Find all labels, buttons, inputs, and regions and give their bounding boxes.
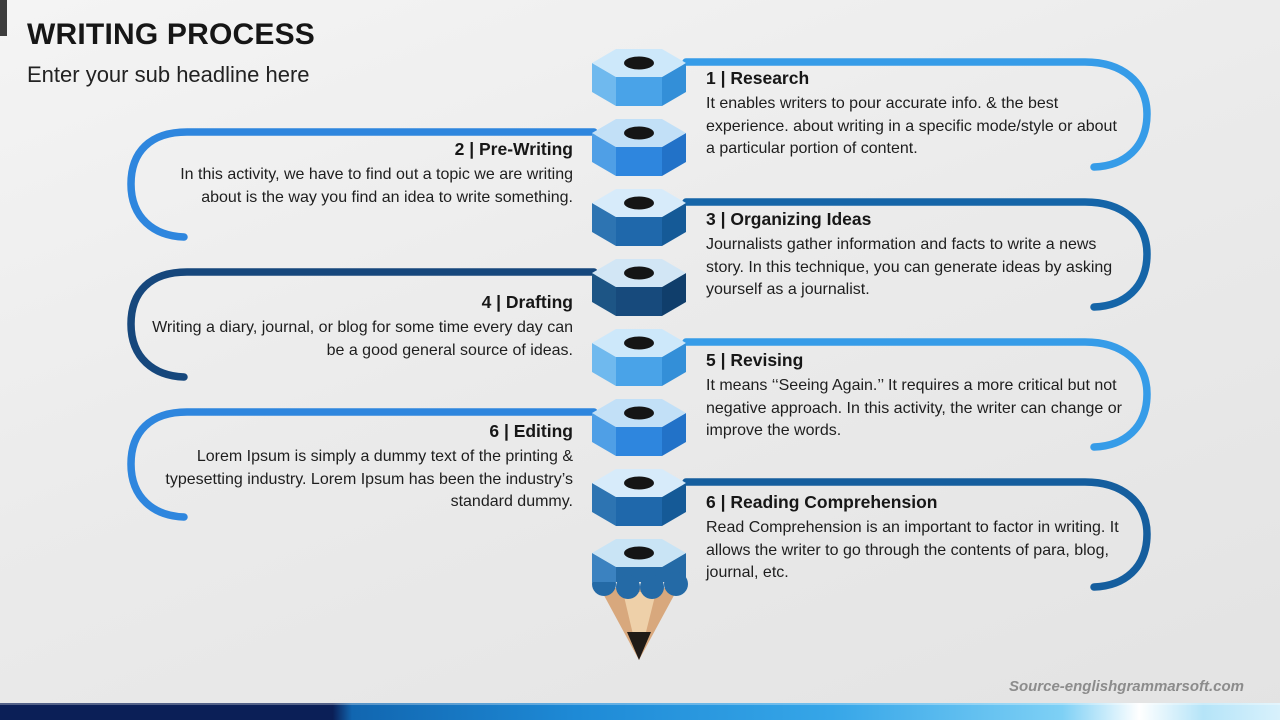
slide-header xyxy=(27,18,315,88)
step-description: Read Comprehension is an important to factor in writing. It allows the writer to go through the contents of para, blog, journal, etc. xyxy=(706,519,1119,582)
step-description: It means ‘‘Seeing Again.’’ It requires a more critical but not negative approach. In this activity, the writer can change or improve the words. xyxy=(706,377,1122,440)
step-drafting xyxy=(141,292,573,362)
pencil-segment-4 xyxy=(592,259,686,316)
step-organizing-ideas xyxy=(706,209,1124,302)
step-description: Lorem Ipsum is simply a dummy text of the printing & typesetting industry. Lorem Ipsum has been the industry’s standard dummy. xyxy=(165,448,573,511)
pencil-wood xyxy=(600,588,678,660)
pencil-segment-7 xyxy=(592,469,686,526)
step-revising xyxy=(706,350,1124,443)
pencil-graphite-tip xyxy=(627,632,651,660)
step-description: Writing a diary, journal, or blog for some time every day can be a good general source of ideas. xyxy=(152,319,573,359)
pencil-segment-1 xyxy=(592,49,686,106)
step-description: It enables writers to pour accurate info. & the best experience. about writing in a specific mode/style or about a particular portion of content. xyxy=(706,95,1117,158)
step-editing xyxy=(141,421,573,514)
pencil-segment-3 xyxy=(592,189,686,246)
step-reading-comprehension xyxy=(706,492,1124,585)
pencil-tip xyxy=(592,539,688,660)
step-title: 1 | Research xyxy=(706,68,810,88)
step-title: 6 | Editing xyxy=(489,421,573,441)
step-title: 2 | Pre-Writing xyxy=(454,139,573,159)
step-title: 5 | Revising xyxy=(706,350,804,370)
slide-subtitle: Enter your sub headline here xyxy=(27,62,310,87)
step-title: 4 | Drafting xyxy=(481,292,573,312)
step-title: 6 | Reading Comprehension xyxy=(706,492,938,512)
footer-accent-bar xyxy=(0,703,1280,720)
step-description: Journalists gather information and facts to write a news story. In this technique, you can generate ideas by asking yourself as a journalist. xyxy=(706,236,1113,299)
step-title: 3 | Organizing Ideas xyxy=(706,209,872,229)
pencil-segment-5 xyxy=(592,329,686,386)
pencil-segment-6 xyxy=(592,399,686,456)
slide-title: WRITING PROCESS xyxy=(27,18,316,51)
step-research xyxy=(706,68,1124,161)
step-description: In this activity, we have to find out a topic we are writing about is the way you find an idea to write something. xyxy=(180,166,573,206)
source-credit: Source-englishgrammarsoft.com xyxy=(1008,678,1244,695)
pencil-segment-2 xyxy=(592,119,686,176)
corner-accent-bar xyxy=(0,0,7,36)
step-pre-writing xyxy=(141,139,573,209)
